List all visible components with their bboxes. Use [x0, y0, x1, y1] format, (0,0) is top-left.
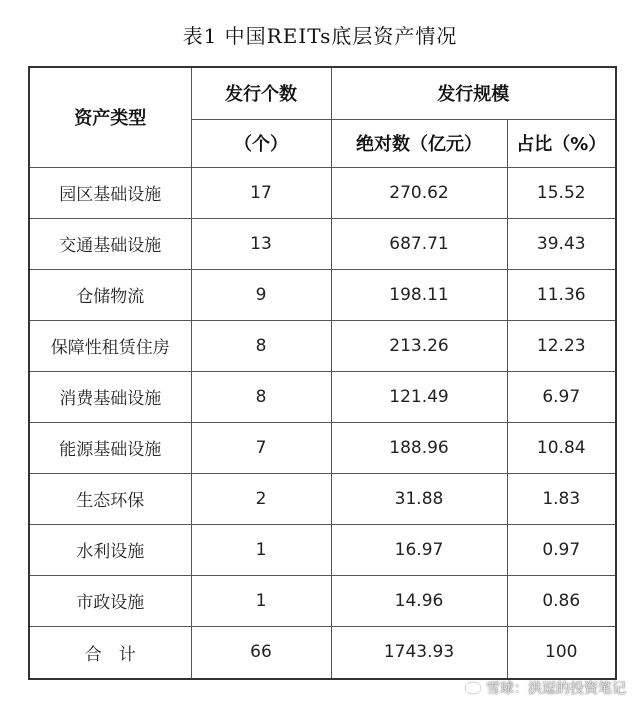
table-row	[29, 218, 616, 269]
cell-asset-type: 保障性租赁住房	[29, 320, 191, 371]
cell-absolute: 188.96	[331, 422, 507, 473]
cell-ratio: 12.23	[507, 320, 616, 371]
cell-absolute: 16.97	[331, 524, 507, 575]
cell-absolute: 270.62	[331, 167, 507, 218]
header-absolute: 绝对数（亿元）	[331, 119, 507, 167]
table-row	[29, 269, 616, 320]
cell-asset-type: 仓储物流	[29, 269, 191, 320]
table-row	[29, 320, 616, 371]
cell-total-absolute: 1743.93	[331, 626, 507, 679]
header-ratio: 占比（%）	[507, 119, 616, 167]
table-caption: 表1 中国REITs底层资产情况	[182, 24, 458, 48]
cell-ratio: 6.97	[507, 371, 616, 422]
cell-total-count: 66	[191, 626, 331, 679]
cell-asset-type: 市政设施	[29, 575, 191, 626]
cell-ratio: 39.43	[507, 218, 616, 269]
cell-absolute: 213.26	[331, 320, 507, 371]
table-row	[29, 371, 616, 422]
cell-count: 8	[191, 320, 331, 371]
header-scale: 发行规模	[331, 67, 616, 119]
cell-total-ratio: 100	[507, 626, 616, 679]
cell-count: 7	[191, 422, 331, 473]
cell-asset-type: 交通基础设施	[29, 218, 191, 269]
cell-absolute: 31.88	[331, 473, 507, 524]
header-row-1	[29, 67, 616, 119]
cell-count: 1	[191, 575, 331, 626]
cell-count: 9	[191, 269, 331, 320]
table-row	[29, 575, 616, 626]
cell-ratio: 15.52	[507, 167, 616, 218]
cell-absolute: 687.71	[331, 218, 507, 269]
cell-total-label: 合 计	[29, 626, 191, 679]
snowball-logo-icon	[464, 681, 482, 695]
table-row	[29, 167, 616, 218]
header-count-line1: 发行个数	[191, 67, 331, 119]
cell-asset-type: 园区基础设施	[29, 167, 191, 218]
cell-asset-type: 生态环保	[29, 473, 191, 524]
cell-count: 2	[191, 473, 331, 524]
table-row	[29, 524, 616, 575]
watermark	[464, 678, 626, 698]
cell-asset-type: 消费基础设施	[29, 371, 191, 422]
cell-count: 1	[191, 524, 331, 575]
cell-ratio: 10.84	[507, 422, 616, 473]
header-asset-type: 资产类型	[29, 67, 191, 167]
cell-ratio: 0.86	[507, 575, 616, 626]
cell-asset-type: 能源基础设施	[29, 422, 191, 473]
cell-asset-type: 水利设施	[29, 524, 191, 575]
cell-ratio: 11.36	[507, 269, 616, 320]
table-row	[29, 422, 616, 473]
watermark-text: 雪球：洪逗的投资笔记	[486, 681, 626, 697]
reits-asset-table	[28, 66, 617, 680]
cell-absolute: 198.11	[331, 269, 507, 320]
cell-ratio: 1.83	[507, 473, 616, 524]
cell-ratio: 0.97	[507, 524, 616, 575]
total-row	[29, 626, 616, 679]
cell-count: 13	[191, 218, 331, 269]
cell-absolute: 14.96	[331, 575, 507, 626]
table-row	[29, 473, 616, 524]
header-count-line2: （个）	[191, 119, 331, 167]
cell-count: 17	[191, 167, 331, 218]
cell-absolute: 121.49	[331, 371, 507, 422]
cell-count: 8	[191, 371, 331, 422]
